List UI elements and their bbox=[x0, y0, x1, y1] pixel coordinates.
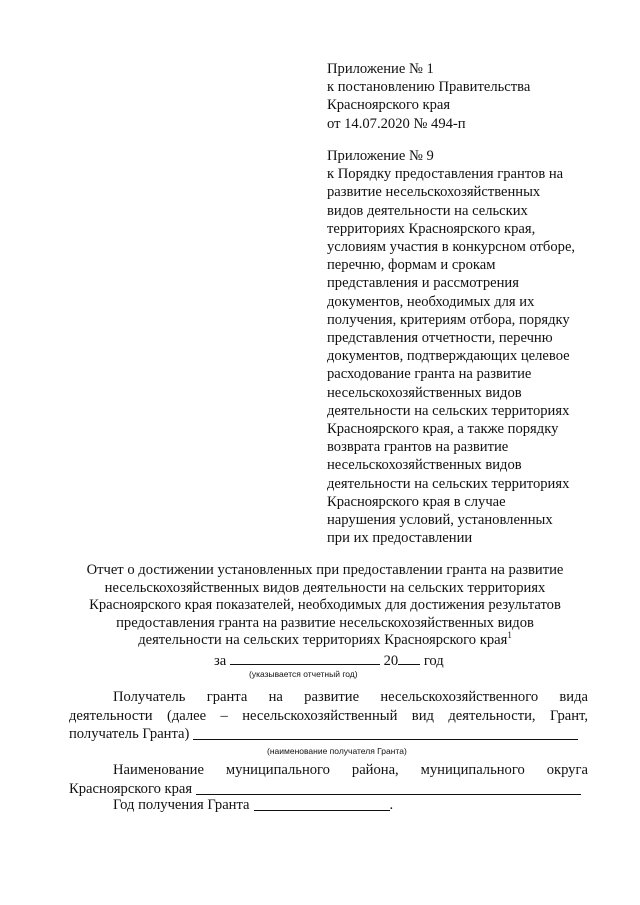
appendix-9-line: несельскохозяйственных видов bbox=[327, 384, 522, 401]
appendix-9-line: перечню, формам и срокам bbox=[327, 257, 496, 274]
municipal-line-1 bbox=[69, 761, 588, 780]
reporting-period-line bbox=[214, 650, 444, 670]
appendix-9-line: деятельности на сельских территориях bbox=[327, 402, 570, 419]
recipient-label: получатель Гранта) bbox=[69, 726, 190, 742]
grant-year-paragraph bbox=[69, 796, 588, 815]
recipient-line-2 bbox=[69, 707, 588, 726]
appendix-9-line: документов, необходимых для их bbox=[327, 293, 535, 310]
appendix-9-line: Красноярского края в случае bbox=[327, 493, 506, 510]
reporting-year-blank[interactable] bbox=[398, 650, 420, 665]
word: несельскохозяйственный bbox=[242, 707, 398, 724]
recipient-name-hint: (наименование получателя Гранта) bbox=[267, 746, 407, 756]
word: Грант, bbox=[549, 707, 588, 724]
word: гранта bbox=[206, 689, 248, 705]
appendix-9-line: при их предоставлении bbox=[327, 530, 473, 547]
appendix-9-line: получения, критериям отбора, порядку bbox=[327, 311, 570, 328]
word: района, bbox=[351, 762, 399, 778]
report-title-line-last bbox=[60, 632, 590, 650]
footnote-mark: 1 bbox=[507, 630, 512, 641]
word: деятельности bbox=[69, 707, 153, 724]
word: несельскохозяйственного bbox=[380, 689, 539, 705]
word: муниципального bbox=[420, 762, 525, 778]
appendix-9-line: возврата грантов на развитие bbox=[327, 439, 509, 456]
report-title-line: деятельности на сельских территориях Красноярского края bbox=[138, 632, 508, 648]
appendix-9-line: представления и рассмотрения bbox=[327, 275, 519, 292]
appendix-9-line: Приложение № 9 bbox=[327, 148, 434, 164]
appendix-9-line: Красноярского края, а также порядку bbox=[327, 421, 559, 438]
word: вида bbox=[559, 689, 588, 705]
recipient-line-3 bbox=[69, 725, 588, 744]
municipal-paragraph bbox=[69, 761, 588, 798]
grant-year-blank[interactable] bbox=[254, 796, 390, 811]
appendix-1-line: от 14.07.2020 № 494-п bbox=[327, 115, 466, 132]
grant-year-end: . bbox=[389, 797, 394, 813]
reporting-period-hint: (указывается отчетный год) bbox=[249, 669, 358, 679]
appendix-1-line: к постановлению Правительства bbox=[327, 79, 531, 96]
word: на bbox=[268, 689, 283, 705]
appendix-9-line: условиям участия в конкурсном отборе, bbox=[327, 239, 576, 256]
appendix-9-header bbox=[327, 147, 627, 547]
word: вид bbox=[411, 707, 434, 724]
word: развитие bbox=[304, 689, 360, 705]
appendix-9-line: к Порядку предоставления грантов на bbox=[327, 166, 564, 183]
report-title bbox=[60, 562, 590, 650]
word: округа bbox=[546, 762, 588, 778]
municipal-name-blank[interactable] bbox=[196, 780, 581, 795]
report-title-line: предоставления гранта на развитие несельскохозяйственных видов bbox=[116, 614, 534, 631]
word: муниципального bbox=[225, 762, 330, 778]
municipal-label: Красноярского края bbox=[69, 780, 193, 797]
appendix-1-line: Приложение № 1 bbox=[327, 61, 434, 77]
appendix-9-line: нарушения условий, установленных bbox=[327, 512, 553, 529]
word: – bbox=[220, 707, 228, 724]
word: Наименование bbox=[113, 762, 204, 778]
appendix-9-line: представления отчетности, перечню bbox=[327, 330, 553, 347]
word: (далее bbox=[166, 707, 207, 724]
recipient-line-1 bbox=[69, 688, 588, 707]
reporting-period-blank[interactable] bbox=[230, 650, 380, 665]
grant-year-label: Год получения Гранта bbox=[113, 797, 250, 813]
period-suffix: год bbox=[423, 653, 444, 669]
period-year-prefix: 20 bbox=[383, 653, 399, 669]
appendix-9-line: территориях Красноярского края, bbox=[327, 220, 536, 237]
recipient-name-blank[interactable] bbox=[193, 725, 578, 740]
appendix-9-line: несельскохозяйственных видов bbox=[327, 457, 522, 474]
recipient-paragraph bbox=[69, 688, 588, 744]
appendix-9-line: видов деятельности на сельских bbox=[327, 202, 528, 219]
appendix-1-header bbox=[327, 60, 627, 133]
report-title-line: несельскохозяйственных видов деятельности на сельских территориях bbox=[104, 579, 546, 596]
appendix-9-line: деятельности на сельских территориях bbox=[327, 475, 570, 492]
appendix-9-line: расходование гранта на развитие bbox=[327, 366, 532, 383]
period-prefix: за bbox=[214, 653, 227, 669]
report-title-line: Красноярского края показателей, необходимых для достижения результатов bbox=[89, 597, 561, 613]
word: деятельности, bbox=[448, 707, 536, 724]
appendix-9-line: документов, подтверждающих целевое bbox=[327, 348, 570, 365]
grant-year-line bbox=[69, 796, 588, 815]
word: Получатель bbox=[113, 689, 186, 705]
appendix-1-line: Красноярского края bbox=[327, 97, 451, 114]
report-title-line: Отчет о достижении установленных при предоставлении гранта на развитие bbox=[86, 562, 564, 578]
appendix-9-line: развитие несельскохозяйственных bbox=[327, 184, 541, 201]
